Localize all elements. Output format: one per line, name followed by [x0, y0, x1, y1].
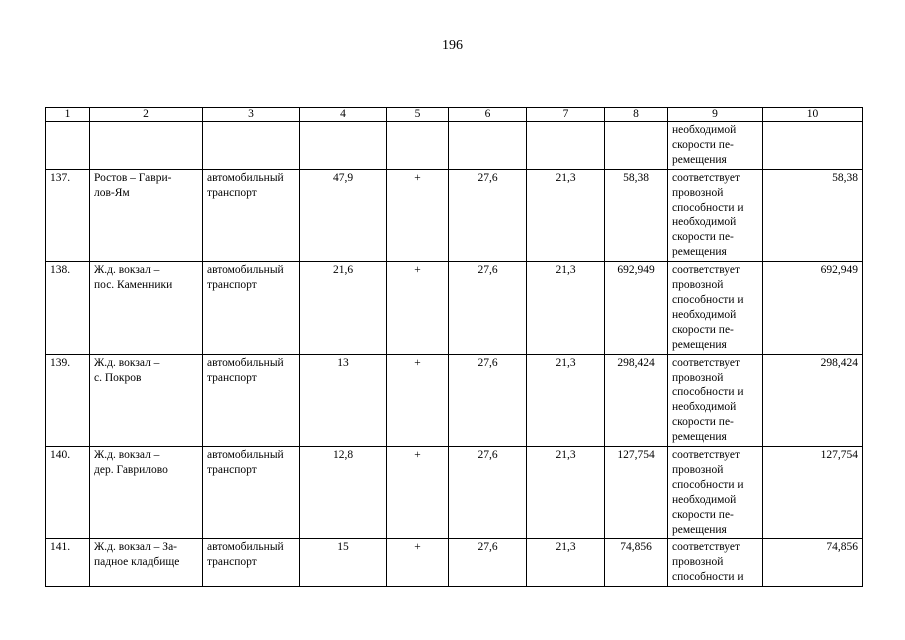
status-line: скорости пе- [672, 508, 734, 521]
cell-transport [203, 354, 300, 446]
header-cell-1: 1 [46, 108, 90, 122]
cell-status [668, 169, 763, 261]
cell-col4: 47,9 [300, 169, 387, 261]
cell-empty [387, 122, 449, 170]
cell-col5: + [387, 447, 449, 539]
route-line: Ростов – Гаври- [94, 171, 172, 184]
table-row-continuation [46, 122, 863, 170]
cell-col10: 74,856 [763, 539, 863, 587]
table-header-row [46, 108, 863, 122]
transport-line: автомобильный [207, 449, 284, 462]
header-cell-2: 2 [90, 108, 203, 122]
header-cell-10: 10 [763, 108, 863, 122]
status-line: провозной [672, 371, 724, 384]
status-line: ремещения [672, 431, 727, 444]
route-line: Ж.д. вокзал – [94, 356, 160, 369]
status-line: ремещения [672, 523, 727, 536]
status-line: скорости пе- [672, 416, 734, 429]
route-line: с. Покров [94, 371, 142, 384]
status-line: скорости пе- [672, 138, 734, 151]
route-line: падное кладбище [94, 556, 180, 569]
cell-col4: 13 [300, 354, 387, 446]
transport-line: транспорт [207, 279, 257, 292]
cell-col10: 692,949 [763, 262, 863, 354]
cell-route [90, 539, 203, 587]
status-line: соответствует [672, 541, 741, 554]
cell-col10: 298,424 [763, 354, 863, 446]
table-row [46, 169, 863, 261]
header-cell-3: 3 [203, 108, 300, 122]
cell-row-number: 141. [46, 539, 90, 587]
status-line: ремещения [672, 246, 727, 259]
cell-col7: 21,3 [527, 354, 605, 446]
status-line: необходимой [672, 401, 737, 414]
page-number: 196 [442, 38, 463, 53]
status-line: способности и [672, 478, 744, 491]
cell-empty [203, 122, 300, 170]
status-line: способности и [672, 386, 744, 399]
status-line: скорости пе- [672, 231, 734, 244]
status-line: ремещения [672, 153, 727, 166]
cell-empty [763, 122, 863, 170]
cell-col8: 58,38 [605, 169, 668, 261]
header-cell-6: 6 [449, 108, 527, 122]
cell-empty [605, 122, 668, 170]
cell-row-number: 138. [46, 262, 90, 354]
route-line: Ж.д. вокзал – За- [94, 541, 177, 554]
cell-empty [527, 122, 605, 170]
cell-col6: 27,6 [449, 169, 527, 261]
cell-col4: 15 [300, 539, 387, 587]
cell-col8: 74,856 [605, 539, 668, 587]
transport-line: транспорт [207, 463, 257, 476]
table-row [46, 539, 863, 587]
transport-routes-table [45, 107, 863, 587]
cell-col6: 27,6 [449, 447, 527, 539]
status-line: провозной [672, 463, 724, 476]
route-line: пос. Каменники [94, 279, 173, 292]
cell-empty [90, 122, 203, 170]
status-line: провозной [672, 279, 724, 292]
transport-line: транспорт [207, 186, 257, 199]
header-cell-8: 8 [605, 108, 668, 122]
header-cell-9: 9 [668, 108, 763, 122]
cell-transport [203, 169, 300, 261]
route-line: дер. Гаврилово [94, 463, 168, 476]
cell-status [668, 539, 763, 587]
status-line: провозной [672, 186, 724, 199]
status-line: необходимой [672, 493, 737, 506]
cell-route [90, 169, 203, 261]
cell-col10: 58,38 [763, 169, 863, 261]
cell-col7: 21,3 [527, 262, 605, 354]
cell-empty [300, 122, 387, 170]
cell-route [90, 262, 203, 354]
cell-col7: 21,3 [527, 447, 605, 539]
cell-empty [46, 122, 90, 170]
cell-status [668, 354, 763, 446]
header-cell-5: 5 [387, 108, 449, 122]
cell-row-number: 139. [46, 354, 90, 446]
cell-empty [449, 122, 527, 170]
cell-transport [203, 262, 300, 354]
status-line: необходимой [672, 124, 737, 136]
route-line: Ж.д. вокзал – [94, 264, 160, 277]
cell-col8: 298,424 [605, 354, 668, 446]
header-cell-7: 7 [527, 108, 605, 122]
cell-col5: + [387, 169, 449, 261]
cell-col7: 21,3 [527, 169, 605, 261]
status-line: способности и [672, 571, 744, 584]
route-line: Ж.д. вокзал – [94, 449, 160, 462]
transport-line: автомобильный [207, 356, 284, 369]
route-line: лов-Ям [94, 186, 130, 199]
cell-route [90, 447, 203, 539]
status-line: соответствует [672, 264, 741, 277]
table-row [46, 262, 863, 354]
cell-col8: 127,754 [605, 447, 668, 539]
transport-line: автомобильный [207, 264, 284, 277]
cell-col5: + [387, 354, 449, 446]
status-line: соответствует [672, 356, 741, 369]
cell-route [90, 354, 203, 446]
transport-line: автомобильный [207, 541, 284, 554]
cell-row-number: 137. [46, 169, 90, 261]
cell-transport [203, 447, 300, 539]
status-line: скорости пе- [672, 323, 734, 336]
cell-col7: 21,3 [527, 539, 605, 587]
cell-col5: + [387, 539, 449, 587]
status-line: необходимой [672, 308, 737, 321]
cell-status [668, 262, 763, 354]
cell-transport [203, 539, 300, 587]
status-line: способности и [672, 201, 744, 214]
transport-line: автомобильный [207, 171, 284, 184]
transport-line: транспорт [207, 556, 257, 569]
cell-col6: 27,6 [449, 539, 527, 587]
status-line: провозной [672, 556, 724, 569]
status-line: соответствует [672, 449, 741, 462]
transport-line: транспорт [207, 371, 257, 384]
header-cell-4: 4 [300, 108, 387, 122]
cell-status [668, 447, 763, 539]
cell-col10: 127,754 [763, 447, 863, 539]
cell-col5: + [387, 262, 449, 354]
status-line: необходимой [672, 216, 737, 229]
cell-col4: 12,8 [300, 447, 387, 539]
cell-status-continuation [668, 122, 763, 170]
status-line: ремещения [672, 338, 727, 351]
status-line: способности и [672, 293, 744, 306]
cell-col4: 21,6 [300, 262, 387, 354]
table-row [46, 354, 863, 446]
status-line: соответствует [672, 171, 741, 184]
cell-col8: 692,949 [605, 262, 668, 354]
cell-row-number: 140. [46, 447, 90, 539]
cell-col6: 27,6 [449, 354, 527, 446]
cell-col6: 27,6 [449, 262, 527, 354]
table-row [46, 447, 863, 539]
